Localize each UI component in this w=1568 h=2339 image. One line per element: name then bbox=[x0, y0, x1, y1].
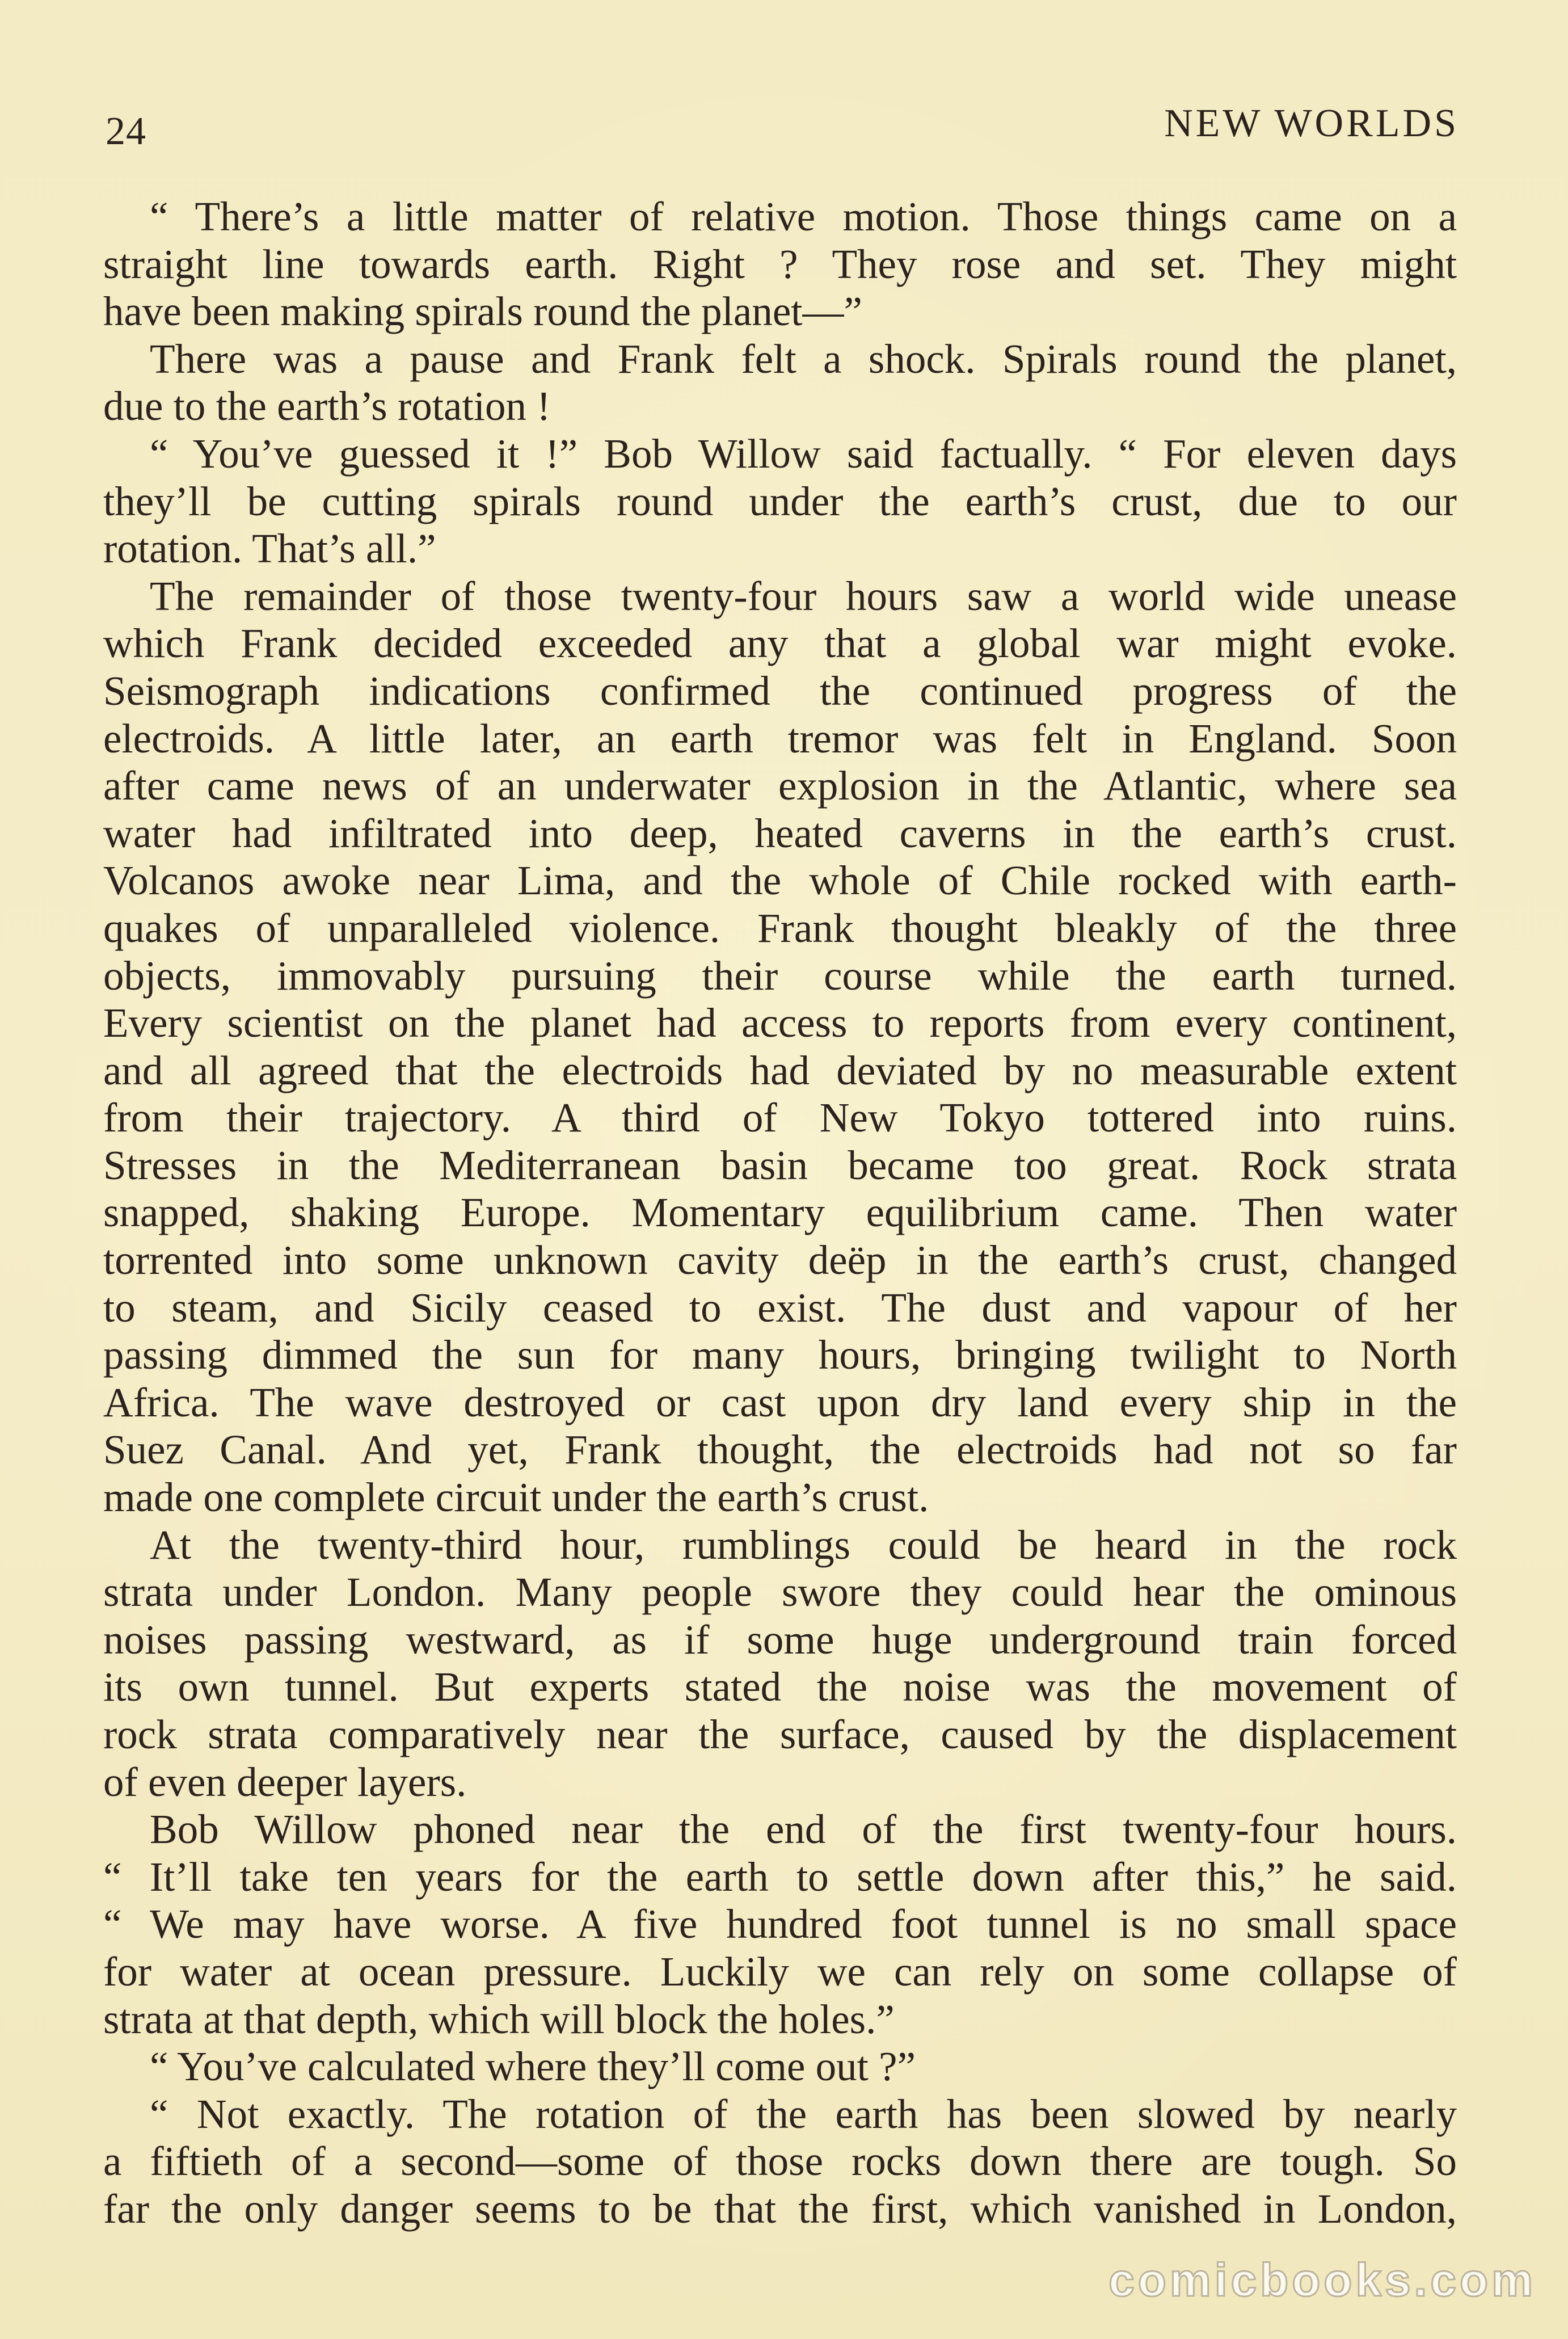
text-line: quakes of unparalleled violence. Frank thought bleakly of the three bbox=[103, 905, 1457, 951]
text-line: “ It’ll take ten years for the earth to settle down after this,” he said. bbox=[103, 1853, 1457, 1900]
text-line: Every scientist on the planet had access to reports from every continent, bbox=[103, 1000, 1457, 1046]
text-line: straight line towards earth. Right ? They rose and set. They might bbox=[103, 241, 1457, 287]
text-line: passing dimmed the sun for many hours, bringing twilight to North bbox=[103, 1332, 1457, 1378]
text-line: have been making spirals round the planet—” bbox=[103, 288, 862, 335]
text-line: Bob Willow phoned near the end of the first twenty-four hours. bbox=[150, 1806, 1457, 1853]
text-line: they’ll be cutting spirals round under the earth’s crust, due to our bbox=[103, 478, 1457, 524]
text-line: for water at ocean pressure. Luckily we can rely on some collapse of bbox=[103, 1948, 1457, 1995]
text-line: Suez Canal. And yet, Frank thought, the electroids had not so far bbox=[103, 1427, 1457, 1473]
text-line: The remainder of those twenty-four hours saw a world wide unease bbox=[150, 573, 1457, 619]
text-line: made one complete circuit under the earth’s crust. bbox=[103, 1474, 929, 1521]
text-line: from their trajectory. A third of New Tokyo tottered into ruins. bbox=[103, 1095, 1457, 1141]
text-line: There was a pause and Frank felt a shock. Spirals round the planet, bbox=[150, 335, 1457, 382]
text-line: Volcanos awoke near Lima, and the whole of Chile rocked with earth- bbox=[103, 857, 1457, 904]
text-line: “ Not exactly. The rotation of the earth has been slowed by nearly bbox=[150, 2090, 1457, 2137]
text-line: Stresses in the Mediterranean basin became too great. Rock strata bbox=[103, 1142, 1457, 1188]
watermark-logo: comicbooks.com bbox=[1108, 2254, 1536, 2306]
text-line: strata under London. Many people swore they could hear the ominous bbox=[103, 1569, 1457, 1616]
running-head: NEW WORLDS bbox=[1164, 102, 1459, 145]
text-line: of even deeper layers. bbox=[103, 1759, 467, 1805]
text-line: noises passing westward, as if some huge underground train forced bbox=[103, 1616, 1457, 1663]
text-line: and all agreed that the electroids had deviated by no measurable extent bbox=[103, 1047, 1457, 1093]
body-text bbox=[103, 193, 1457, 2233]
text-line: which Frank decided exceeded any that a global war might evoke. bbox=[103, 620, 1457, 667]
text-line: At the twenty-third hour, rumblings could be heard in the rock bbox=[150, 1521, 1457, 1568]
text-line: “ You’ve guessed it !” Bob Willow said factually. “ For eleven days bbox=[150, 430, 1457, 477]
text-line: “ We may have worse. A five hundred foot tunnel is no small space bbox=[103, 1901, 1457, 1947]
text-line: its own tunnel. But experts stated the noise was the movement of bbox=[103, 1664, 1457, 1710]
text-line: water had infiltrated into deep, heated caverns in the earth’s crust. bbox=[103, 810, 1457, 856]
page-number: 24 bbox=[106, 110, 146, 153]
text-line: Africa. The wave destroyed or cast upon dry land every ship in the bbox=[103, 1379, 1457, 1425]
text-line: to steam, and Sicily ceased to exist. The dust and vapour of her bbox=[103, 1284, 1457, 1331]
page-header bbox=[106, 101, 1459, 163]
text-line: objects, immovably pursuing their course while the earth turned. bbox=[103, 952, 1457, 999]
text-line: torrented into some unknown cavity deëp in the earth’s crust, changed bbox=[103, 1237, 1457, 1284]
text-line: strata at that depth, which will block the holes.” bbox=[103, 1996, 895, 2042]
text-line: electroids. A little later, an earth tremor was felt in England. Soon bbox=[103, 715, 1457, 762]
text-line: rotation. That’s all.” bbox=[103, 525, 436, 572]
text-line: Seismograph indications confirmed the continued progress of the bbox=[103, 667, 1457, 714]
text-line: a fiftieth of a second—some of those rocks down there are tough. So bbox=[103, 2138, 1457, 2185]
text-line: due to the earth’s rotation ! bbox=[103, 383, 551, 430]
text-line: far the only danger seems to be that the first, which vanished in London, bbox=[103, 2185, 1457, 2232]
text-line: “ You’ve calculated where they’ll come out ?” bbox=[150, 2043, 916, 2090]
text-line: “ There’s a little matter of relative motion. Those things came on a bbox=[150, 193, 1457, 239]
text-line: rock strata comparatively near the surface, caused by the displacement bbox=[103, 1711, 1457, 1757]
text-line: snapped, shaking Europe. Momentary equilibrium came. Then water bbox=[103, 1189, 1457, 1236]
text-line: after came news of an underwater explosion in the Atlantic, where sea bbox=[103, 763, 1457, 809]
